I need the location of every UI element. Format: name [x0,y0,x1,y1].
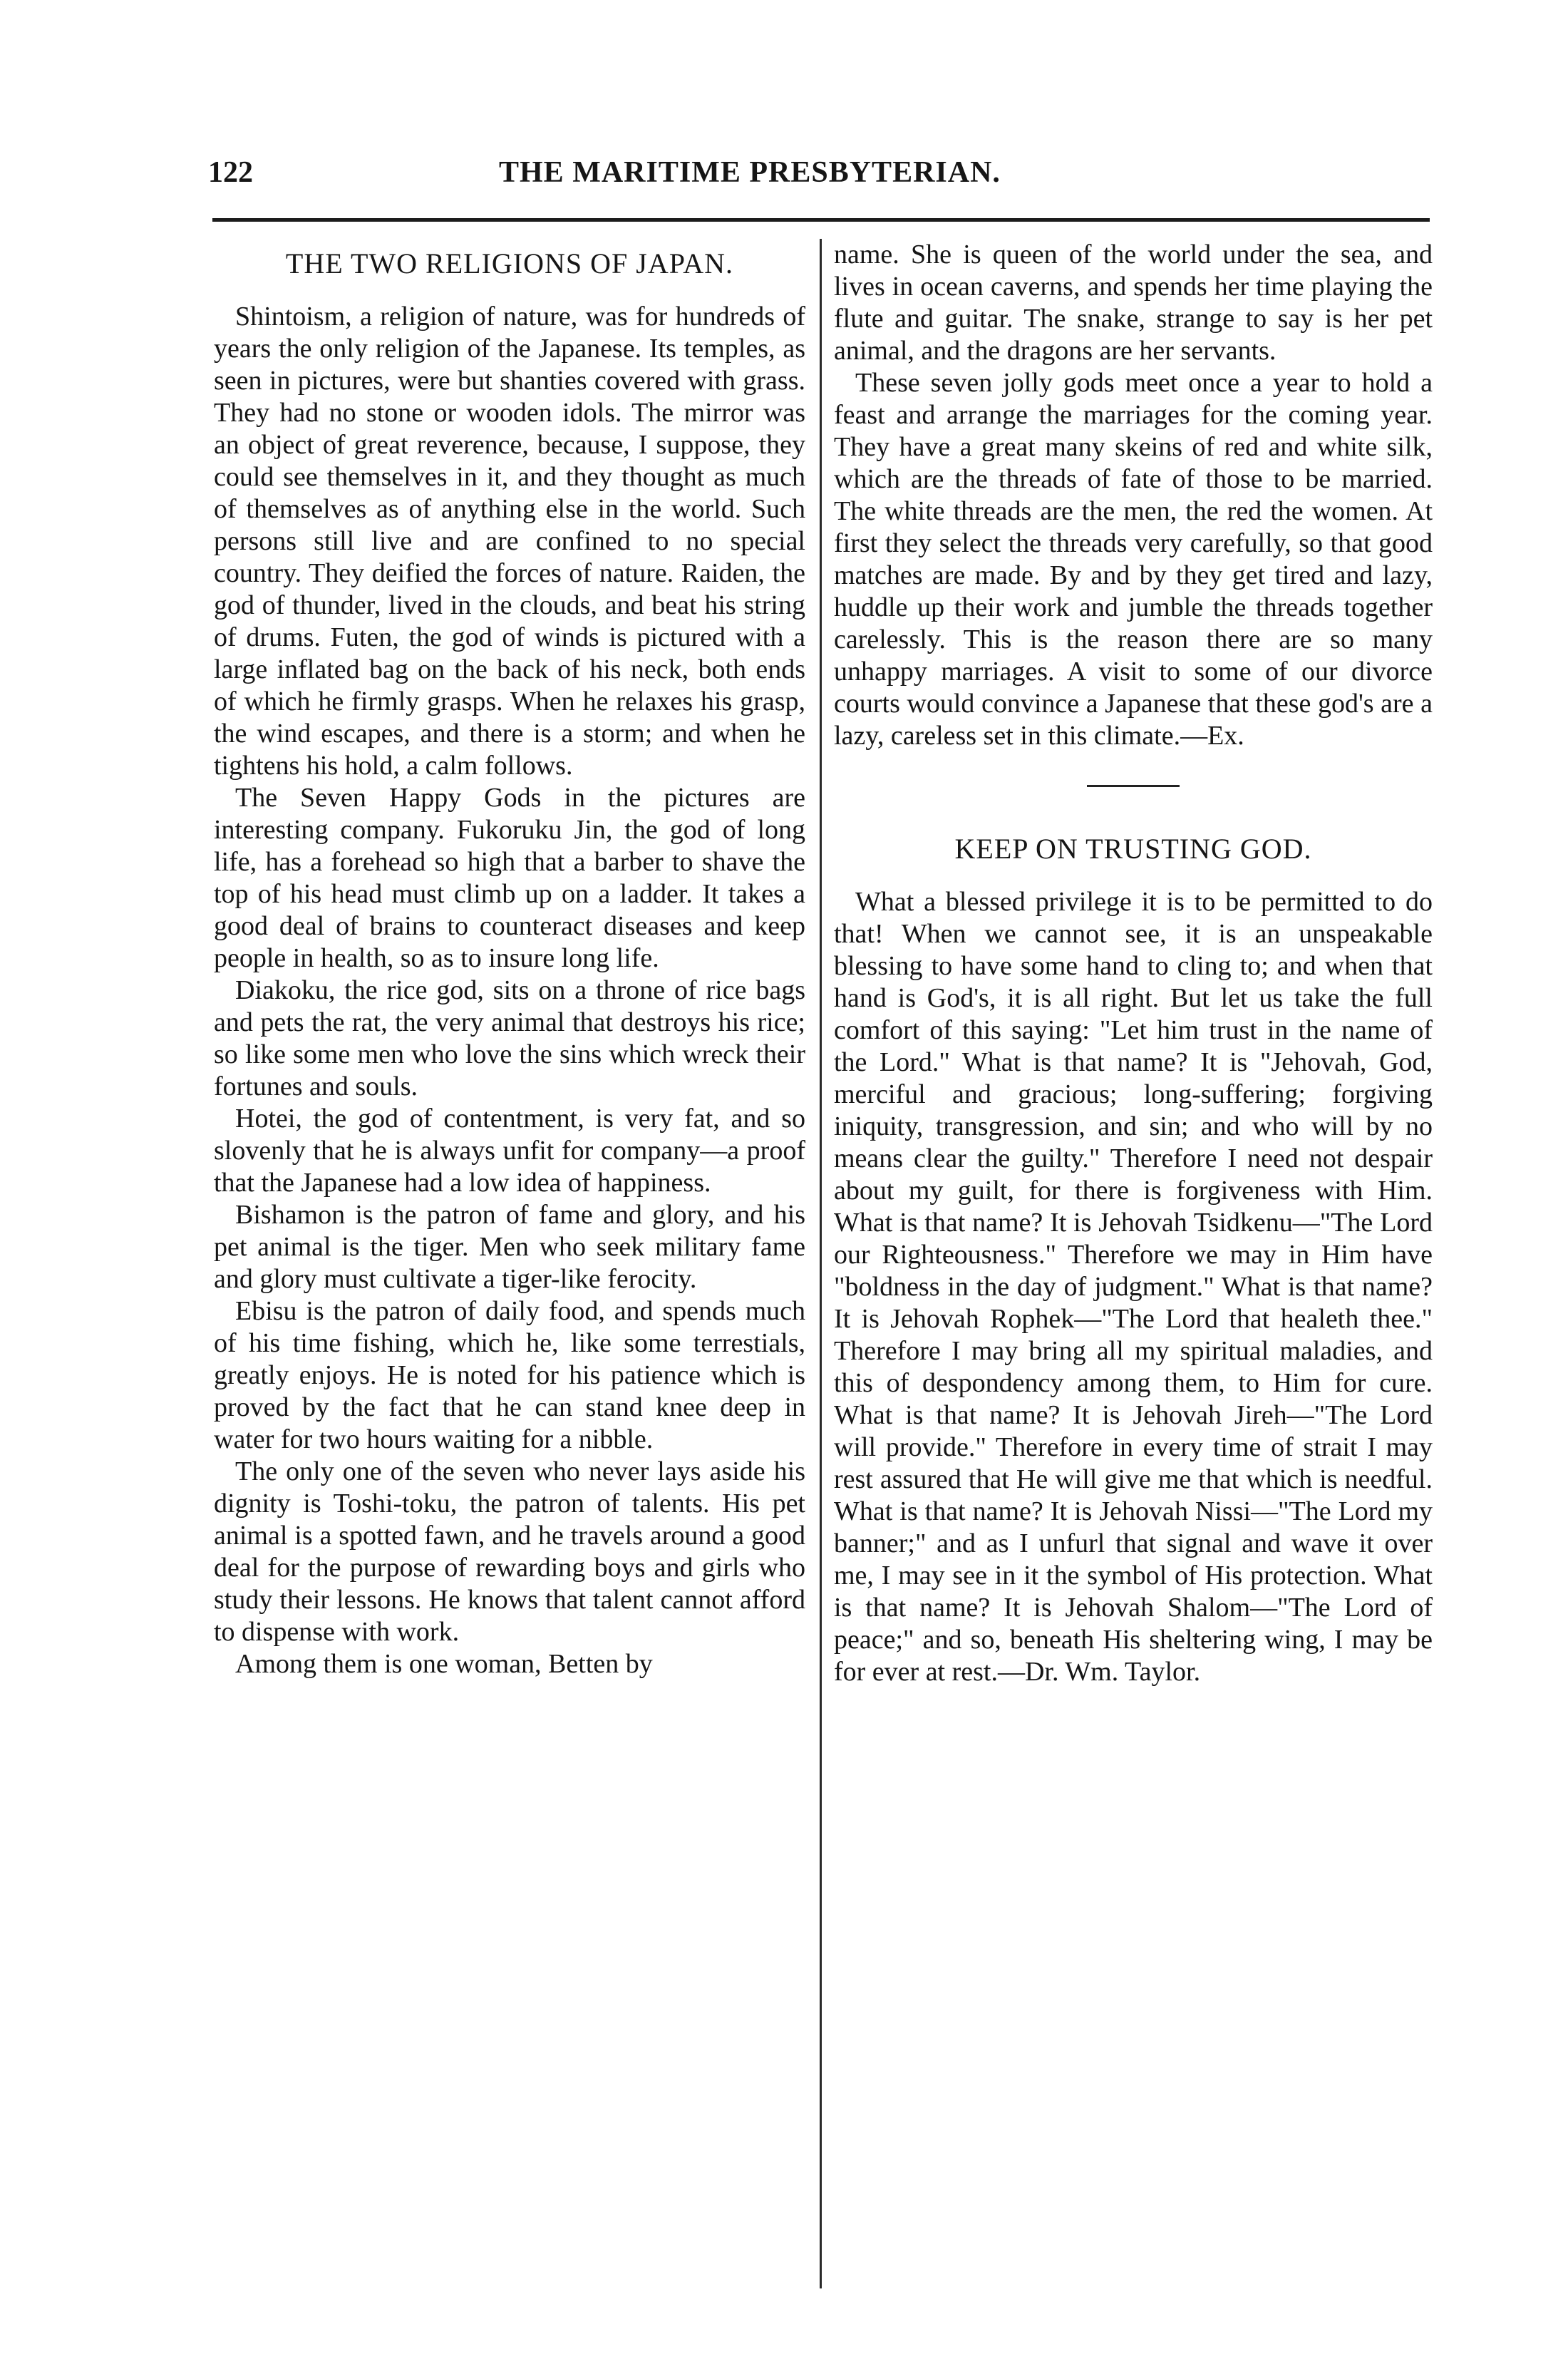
article-paragraph: Ebisu is the patron of daily food, and spends much of his time fishing, which he, like some terrestials, greatly enjoys. He is noted for his patience which is proved by the fact that he can stand knee deep in water for two hours waiting for a nibble. [214,1296,805,1454]
article-paragraph-continued: name. She is queen of the world under the sea, and lives in ocean caverns, and spends her time playing the flute and guitar. The snake, strange to say is her pet animal, and the dragons are her servants. [834,240,1433,366]
article-paragraph: The only one of the seven who never lays aside his dignity is Toshi-toku, the patron of talents. His pet animal is a spotted fawn, and he travels around a good deal for the purpose of rewarding boys and girls who study their lessons. He knows that talent cannot afford to dispense with work. [214,1456,805,1647]
article-title-two-religions: THE TWO RELIGIONS OF JAPAN. [285,247,734,279]
article-paragraph: Shintoism, a religion of nature, was for hundreds of years the only religion of the Japanese. Its temples, as seen in pictures, were but shanties covered with grass. They had no stone or wooden idols. The mirror was an object of great reverence, because, I suppose, they could see themselves in it, and they thought as much of themselves as of anything else in the world. Such persons still live and are confined to no special country. They deified the forces of nature. Raiden, the god of thunder, lived in the clouds, and beat his string of drums. Futen, the god of winds is pictured with a large inflated bag on the back of his neck, both ends of which he firmly grasps. When he relaxes his grasp, the wind escapes, and there is a storm; and when he tightens his hold, a calm follows. [214,302,805,781]
article-paragraph: What a blessed privilege it is to be permitted to do that! When we cannot see, it is an unspeakable blessing to have some hand to cling to; and when that hand is God's, it is all right. But let us take the full comfort of this saying: "Let him trust in the name of the Lord." What is that name? It is "Jehovah, God, merciful and gracious; long-suffering; forgiving iniquity, transgression, and sin; and who will by no means clear the guilty." Therefore I need not despair about my guilt, for there is forgiveness with Him. What is that name? It is Jehovah Tsidkenu—"The Lord our Righteousness." Therefore we may in Him have "boldness in the day of judgment." What is that name? It is Jehovah Rophek—"The Lord that healeth thee." Therefore I may bring all my spiritual maladies, and this of despondency among them, to Him for cure. What is that name? It is Jehovah Jireh—"The Lord will provide." Therefore in every time of strait I may rest assured that He will give me that which is needful. What is that name? It is Jehovah Nissi—"The Lord my banner;" and as I unfurl that signal and wave it over me, I may see in it the symbol of His protection. What is that name? It is Jehovah Shalom—"The Lord of peace;" and so, beneath His sheltering wing, I may be for ever at rest.—Dr. Wm. Taylor. [834,887,1433,1687]
section-divider [1087,785,1180,787]
column-divider [820,239,822,2288]
left-column [214,239,805,1680]
article-title-keep-trusting: KEEP ON TRUSTING GOD. [954,833,1312,865]
header-rule [212,218,1430,222]
article-paragraph: The Seven Happy Gods in the pictures are interesting company. Fukoruku Jin, the god of long life, has a forehead so high that a barber to shave the top of his head must climb up on a ladder. It takes a good deal of brains to counteract diseases and keep people in health, so as to insure long life. [214,783,805,973]
article-paragraph: Hotei, the god of contentment, is very fat, and so slovenly that he is always unfit for company—a proof that the Japanese had a low idea of happiness. [214,1104,805,1198]
running-head [208,155,1430,198]
right-column [834,239,1433,1688]
article-paragraph: Among them is one woman, Betten by [235,1649,653,1679]
journal-title: THE MARITIME PRESBYTERIAN. [499,156,1001,189]
page-number: 122 [208,156,253,189]
article-paragraph: Bishamon is the patron of fame and glory, and his pet animal is the tiger. Men who seek military fame and glory must cultivate a tiger-like ferocity. [214,1200,805,1294]
article-paragraph: Diakoku, the rice god, sits on a throne of rice bags and pets the rat, the very animal that destroys his rice; so like some men who love the sins which wreck their fortunes and souls. [214,975,805,1101]
article-paragraph: These seven jolly gods meet once a year to hold a feast and arrange the marriages for the coming year. They have a great many skeins of red and white silk, which are the threads of fate of those to be married. The white threads are the men, the red the women. At first they select the threads very carefully, so that good matches are made. By and by they get tired and lazy, huddle up their work and jumble the threads together carelessly. This is the reason there are so many unhappy marriages. A visit to some of our divorce courts would convince a Japanese that these god's are a lazy, careless set in this climate.—Ex. [834,368,1433,751]
